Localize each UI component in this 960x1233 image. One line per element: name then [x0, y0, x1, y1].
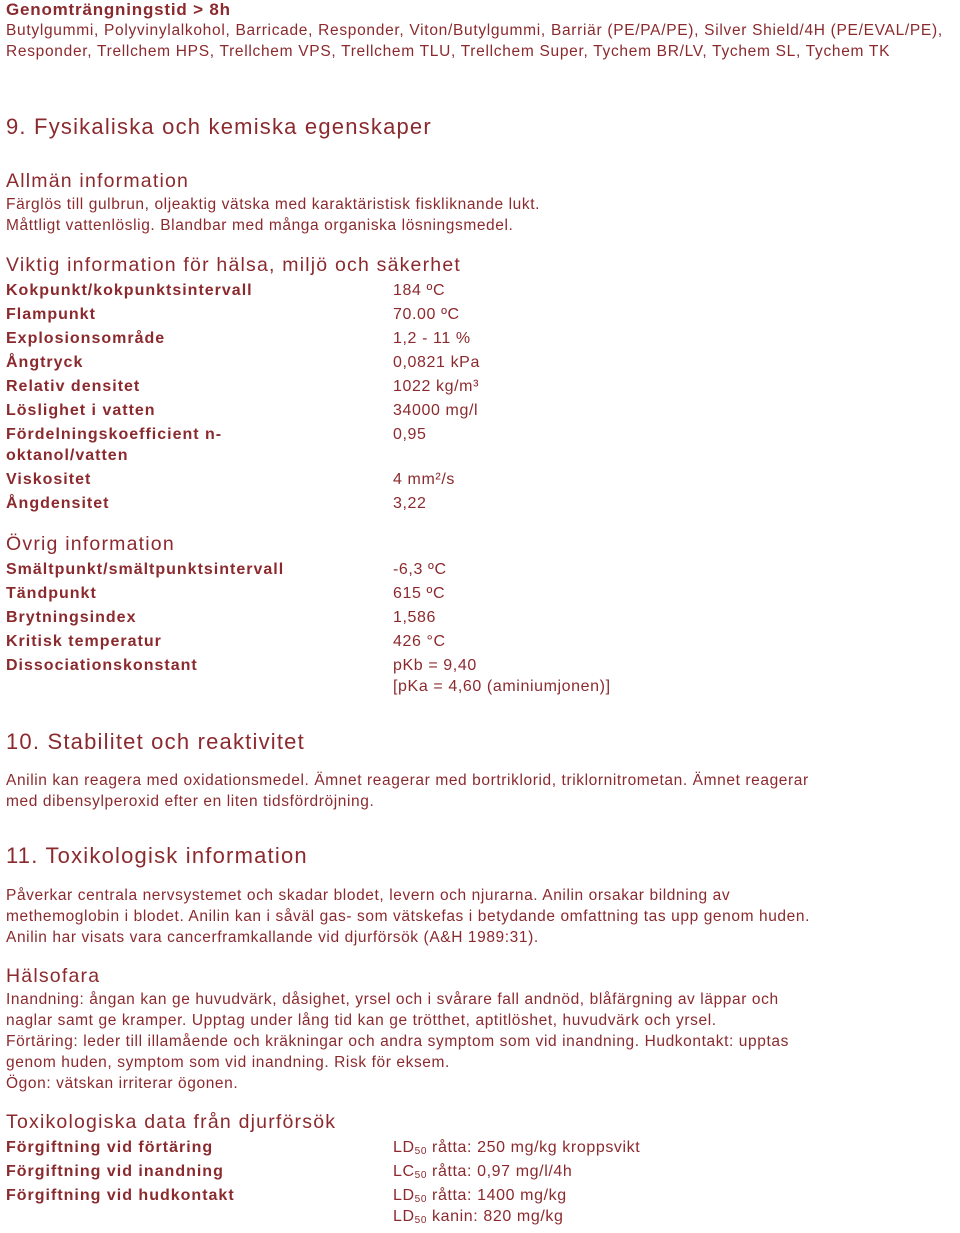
property-value: 426 °C	[393, 633, 446, 650]
reactivity-line-2: med dibensylperoxid efter en liten tidsfördröjning.	[6, 793, 375, 810]
tox-row	[6, 1139, 956, 1161]
property-name: Ångtryck	[6, 354, 84, 371]
property-row	[6, 471, 956, 493]
property-value: pKb = 9,40	[393, 657, 477, 674]
property-name: Explosionsområde	[6, 330, 166, 347]
section-10-title: 10. Stabilitet och reaktivitet	[6, 729, 305, 754]
property-name: Tändpunkt	[6, 585, 97, 602]
property-value: 1022 kg/m³	[393, 378, 480, 395]
section-9-title: 9. Fysikaliska och kemiska egenskaper	[6, 114, 432, 139]
property-name: Ångdensitet	[6, 495, 110, 512]
health-hazard-heading: Hälsofara	[6, 965, 101, 987]
tox-name: Förgiftning vid hudkontakt	[6, 1187, 235, 1204]
property-row	[6, 426, 956, 470]
property-name: Kokpunkt/kokpunktsintervall	[6, 282, 253, 299]
property-value: 1,2 - 11 %	[393, 330, 471, 347]
other-info-heading: Övrig information	[6, 533, 175, 555]
property-name-continued: oktanol/vatten	[6, 447, 129, 464]
property-row	[6, 495, 956, 517]
health-hazard-line: genom huden, symptom som vid inandning. Risk för eksem.	[6, 1054, 450, 1071]
reactivity-line-1: Anilin kan reagera med oxidationsmedel. Ämnet reagerar med bortriklorid, triklornitrometan. Ämnet reagerar	[6, 772, 809, 789]
general-info-line-1: Färglös till gulbrun, oljeaktig vätska med karaktäristisk fiskliknande lukt.	[6, 196, 541, 213]
health-hazard-line: Ögon: vätskan irriterar ögonen.	[6, 1075, 239, 1092]
tox-value: $LD_{50}$ kanin: 820 mg/kg	[393, 1208, 564, 1226]
property-value: 3,22	[393, 495, 427, 512]
general-info-heading: Allmän information	[6, 170, 190, 192]
tox-intro-line-2: methemoglobin i blodet. Anilin kan i såväl gas- som vätskefas i betydande omfattning tas upp genom huden.	[6, 908, 811, 925]
tox-name: Förgiftning vid inandning	[6, 1163, 224, 1180]
health-hazard-line: naglar samt ge kramper. Upptag under lång tid kan ge trötthet, aptitlöshet, huvudvärk och yrsel.	[6, 1012, 717, 1029]
property-value: 0,95	[393, 426, 427, 443]
property-name: Fördelningskoefficient n-	[6, 426, 223, 443]
important-info-heading: Viktig information för hälsa, miljö och säkerhet	[6, 254, 462, 276]
property-row	[6, 378, 956, 400]
tox-value: $LC_{50}$ råtta: 0,97 mg/l/4h	[393, 1163, 573, 1181]
property-name: Dissociationskonstant	[6, 657, 198, 674]
tox-value: $LD_{50}$ råtta: 250 mg/kg kroppsvikt	[393, 1139, 641, 1157]
property-name: Viskositet	[6, 471, 92, 488]
tox-intro-line-1: Påverkar centrala nervsystemet och skadar blodet, levern och njurarna. Anilin orsakar bildning av	[6, 887, 731, 904]
property-value: 34000 mg/l	[393, 402, 479, 419]
property-row	[6, 585, 956, 607]
property-row	[6, 282, 956, 304]
property-name: Brytningsindex	[6, 609, 137, 626]
property-row	[6, 306, 956, 328]
property-name: Relativ densitet	[6, 378, 141, 395]
property-value: 70.00 ºC	[393, 306, 460, 323]
property-name: Flampunkt	[6, 306, 96, 323]
tox-data-heading: Toxikologiska data från djurförsök	[6, 1111, 337, 1133]
property-name: Kritisk temperatur	[6, 633, 162, 650]
property-row	[6, 330, 956, 352]
tox-value: $LD_{50}$ råtta: 1400 mg/kg	[393, 1187, 567, 1205]
property-name: Löslighet i vatten	[6, 402, 156, 419]
property-value: 615 ºC	[393, 585, 446, 602]
tox-name: Förgiftning vid förtäring	[6, 1139, 214, 1156]
property-row	[6, 561, 956, 583]
property-value: 1,586	[393, 609, 437, 626]
property-row	[6, 657, 956, 701]
property-value-continued: [pKa = 4,60 (aminiumjonen)]	[393, 678, 611, 695]
property-row	[6, 354, 956, 376]
property-row	[6, 402, 956, 424]
health-hazard-line: Inandning: ångan kan ge huvudvärk, dåsighet, yrsel och i svårare fall andnöd, blåfärgning av läppar och	[6, 991, 779, 1008]
property-row	[6, 609, 956, 631]
tox-row	[6, 1187, 956, 1209]
property-value: 184 ºC	[393, 282, 446, 299]
property-value: 0,0821 kPa	[393, 354, 480, 371]
property-row	[6, 633, 956, 655]
health-hazard-line: Förtäring: leder till illamående och kräkningar och andra symptom som vid inandning. Hudkontakt: upptas	[6, 1033, 789, 1050]
tox-row	[6, 1208, 956, 1230]
breakthrough-heading: Genomträngningstid > 8h	[6, 0, 231, 19]
section-11-title: 11. Toxikologisk information	[6, 843, 308, 868]
property-value: -6,3 ºC	[393, 561, 447, 578]
general-info-line-2: Måttligt vattenlöslig. Blandbar med många organiska lösningsmedel.	[6, 217, 514, 234]
tox-intro-line-3: Anilin har visats vara cancerframkallande vid djurförsök (A&H 1989:31).	[6, 929, 539, 946]
property-value: 4 mm²/s	[393, 471, 455, 488]
glove-materials-text: Butylgummi, Polyvinylalkohol, Barricade, Responder, Viton/Butylgummi, Barriär (PE/PA/PE), Silver Shield/4H (PE/EVAL/PE), Responder, Trellchem HPS, Trellchem VPS, Trellchem TLU, Trellchem Super, Tychem BR/LV, Tychem SL, Tychem TK	[6, 22, 943, 60]
tox-row	[6, 1163, 956, 1185]
property-name: Smältpunkt/smältpunktsintervall	[6, 561, 285, 578]
